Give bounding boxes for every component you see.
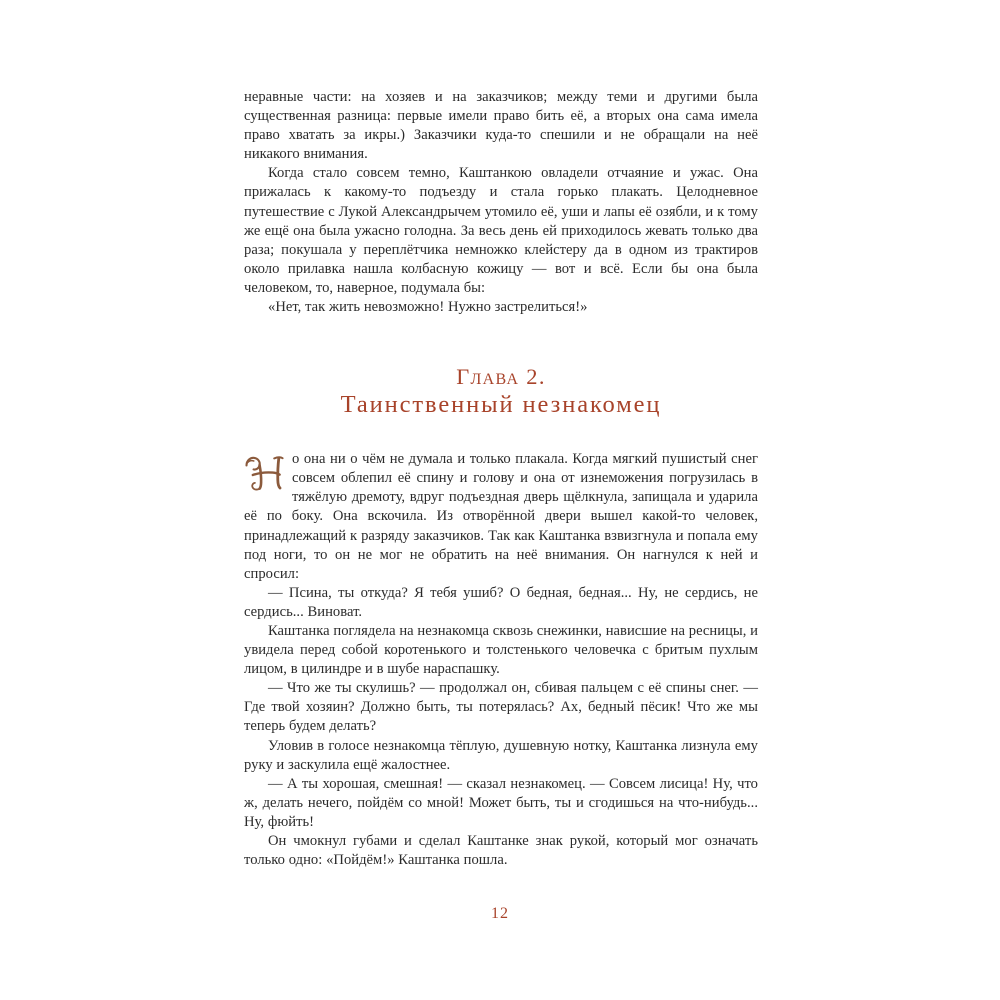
chapter-name-label: Таинственный незнакомец [340, 391, 662, 419]
paragraph-dialog-2: — Что же ты скулишь? — продолжал он, сбивая пальцем с её спины снег. — Где твой хозяин? Должно быть, ты потерялась? Ах, бедный пёсик! Что же мы теперь будем делать? [244, 680, 758, 735]
page-number: 12 [491, 905, 509, 922]
text-column [244, 88, 758, 870]
paragraph-look: Каштанка поглядела на незнакомца сквозь снежинки, нависшие на ресницы, и увидела перед собой коротенького и толстенького человечка с бритым пухлым лицом, в цилиндре и в шубе нараспашку. [244, 622, 759, 678]
heading-spacer-bottom [244, 420, 758, 450]
heading-spacer-top [244, 317, 758, 363]
paragraph-quote-shoot: «Нет, так жить невозможно! Нужно застрелиться!» [268, 299, 588, 316]
paragraph-continued: неравные части: на хозяев и на заказчиков; между теми и другими была существенная разница: первые имели право бить её, а вторых она сама имела право хватать за икры.) Заказчики куда-то спешили и не обращали на неё никакого внимания. [244, 89, 758, 163]
paragraph-lick: Уловив в голосе незнакомца тёплую, душевную нотку, Каштанка лизнула ему руку и заскулила ещё жалостнее. [244, 737, 758, 773]
paragraph-opening [244, 450, 758, 584]
paragraph-dialog-3: — А ты хорошая, смешная! — сказал незнакомец. — Совсем лисица! Ну, что ж, делать нечего, пойдём со мной! Может быть, ты и сгодишься на что-нибудь... Ну, фюйть! [244, 775, 758, 830]
chapter-title [244, 363, 758, 420]
paragraph-final: Он чмокнул губами и сделал Каштанке знак рукой, который мог означать только одно: «Пойдём!» Каштанка пошла. [244, 833, 758, 869]
paragraph-dialog-1: — Псина, ты откуда? Я тебя ушиб? О бедная, бедная... Ну, не сердись, не сердись... Виноват. [244, 584, 758, 620]
opening-paragraph-text: о она ни о чём не думала и только плакала. Когда мягкий пушистый снег совсем облепил её спину и голову и она от изнеможения погрузилась в тяжёлую дремоту, вдруг подъездная дверь щёлкнула, запищала и ударила её по боку. Она вскочила. Из отворённой двери вышел какой-то человек, принадлежащий к разряду заказчиков. Так как Каштанка взвизгнула и попала ему под ноги, то он не мог не обратить на неё внимания. Он нагнулся к ней и спросил: [244, 451, 758, 582]
chapter-number-label: Глава 2. [456, 364, 546, 390]
paragraph-darkness: Когда стало совсем темно, Каштанкою овладели отчаяние и ужас. Она прижалась к какому-то подъезду и стала горько плакать. Целодневное путешествие с Лукой Александрычем утомило её, уши и лапы её озябли, и к тому же ещё она была ужасно голодна. За весь день ей приходилось жевать только два раза; покушала у переплётчика немножко клейстеру да в одном из трактиров около прилавка нашла колбасную кожицу — вот и всё. Если бы она была человеком, то, наверное, подумала бы: [244, 165, 758, 296]
ornate-capital-n-icon [244, 451, 290, 491]
